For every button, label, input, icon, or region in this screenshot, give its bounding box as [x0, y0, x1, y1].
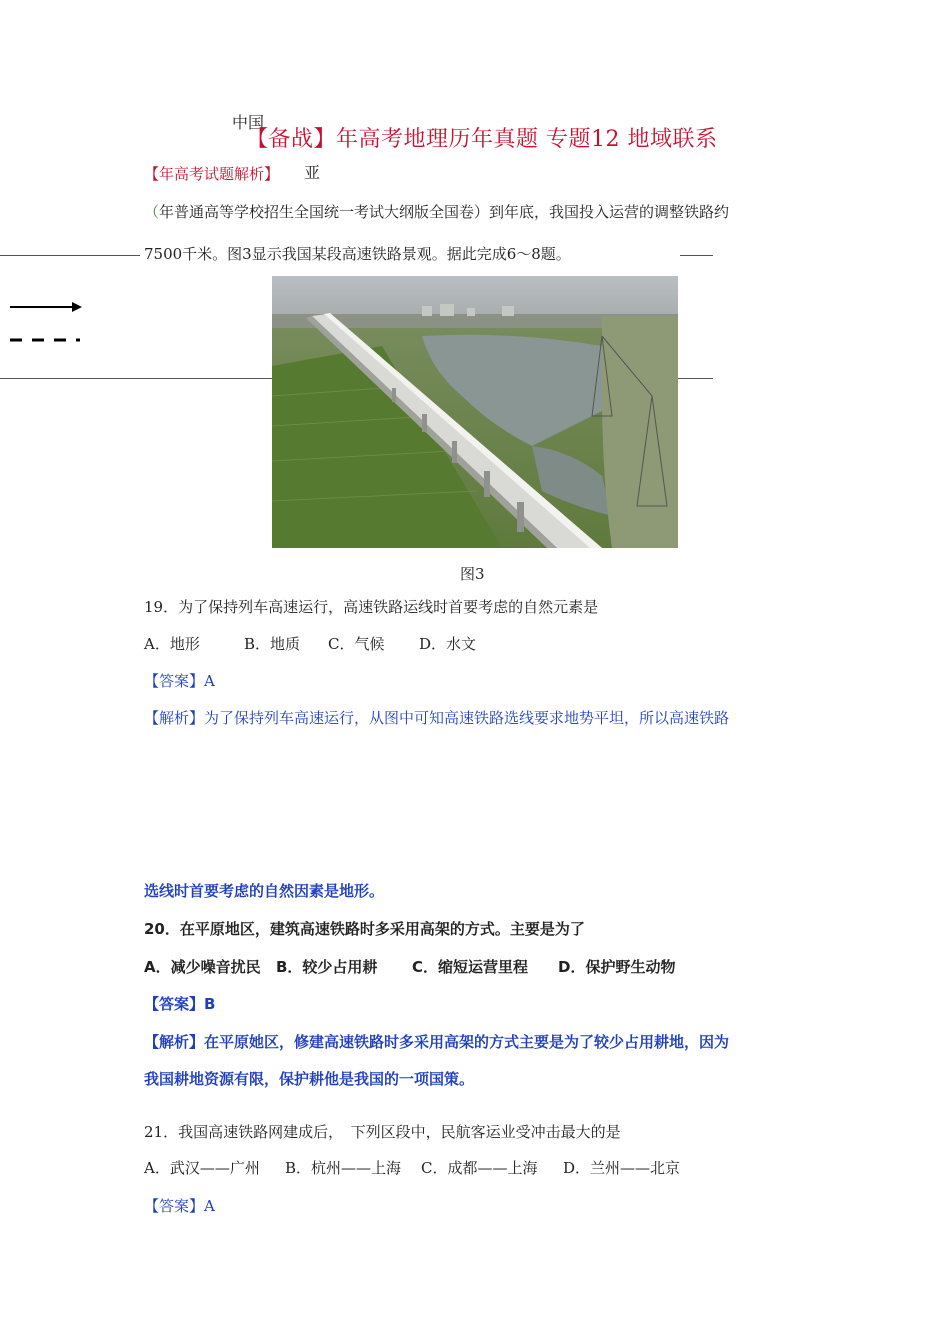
q20-analysis-line-2: 我国耕地资源有限，保护耕他是我国的一项国策。	[144, 1070, 475, 1088]
q19-option-b: B．地质	[244, 635, 301, 653]
q20-analysis-line-1: 【解析】在平原她区，修建高速铁路时多采用高架的方式主要是为了较少占用耕地，因为	[144, 1033, 730, 1051]
q21-option-a: A．武汉——广州	[144, 1159, 260, 1177]
q21-option-b: B．杭州——上海	[285, 1159, 402, 1177]
question-19: 19．为了保持列车高速运行，高速铁路运线时首要考虑的自然元素是	[144, 598, 599, 616]
q21-option-d: D．兰州——北京	[563, 1159, 681, 1177]
railway-photo	[272, 276, 678, 548]
q20-option-c: C．缩短运营里程	[412, 958, 529, 976]
q19-option-d: D．水文	[419, 635, 477, 653]
intro-line-1: （年普通高等学校招生全国统一考试大纲版全国卷）到年底，我国投入运营的调整铁路约	[144, 203, 730, 221]
q20-option-d: D．保护野生动物	[558, 958, 676, 976]
figure-caption: 图3	[460, 565, 485, 583]
railway-photo-illustration	[272, 276, 678, 548]
q20-option-a: A．减少噪音扰民	[144, 958, 261, 976]
question-20: 20．在平原地区，建筑高速铁路时多采用高架的方式。主要是为了	[144, 920, 585, 938]
margin-label-asia: 亚	[304, 163, 321, 182]
q21-answer: 【答案】A	[144, 1197, 215, 1215]
q19-option-c: C．气候	[328, 635, 385, 653]
q19-analysis-line-2: 选线时首要考虑的自然因素是地形。	[144, 882, 385, 900]
intro-line-2: 7500千米。图3显示我国某段高速铁路景观。据此完成6～8题。	[144, 245, 571, 263]
question-21: 21．我国高速铁路网建成后， 下列区段中，民航客运业受冲击最大的是	[144, 1123, 621, 1141]
margin-label-china: 中国	[232, 113, 265, 132]
legend-dashed-line-icon	[10, 335, 82, 345]
q21-option-c: C．成都——上海	[421, 1159, 538, 1177]
section-header: 【年高考试题解析】	[144, 165, 280, 183]
legend-arrow-icon	[10, 300, 82, 314]
q19-option-a: A．地形	[144, 635, 200, 653]
q19-analysis-line-1: 【解析】为了保持列车高速运行，从图中可知高速铁路选线要求地势平坦，所以高速铁路	[144, 709, 730, 727]
page-title: 【备战】年高考地理历年真题 专题12 地域联系	[246, 127, 718, 152]
q20-answer: 【答案】B	[144, 995, 216, 1013]
q20-option-b: B．较少占用耕	[276, 958, 378, 976]
divider-line-top-right	[680, 255, 713, 256]
divider-line-top	[0, 255, 140, 256]
q19-answer: 【答案】A	[144, 672, 215, 690]
